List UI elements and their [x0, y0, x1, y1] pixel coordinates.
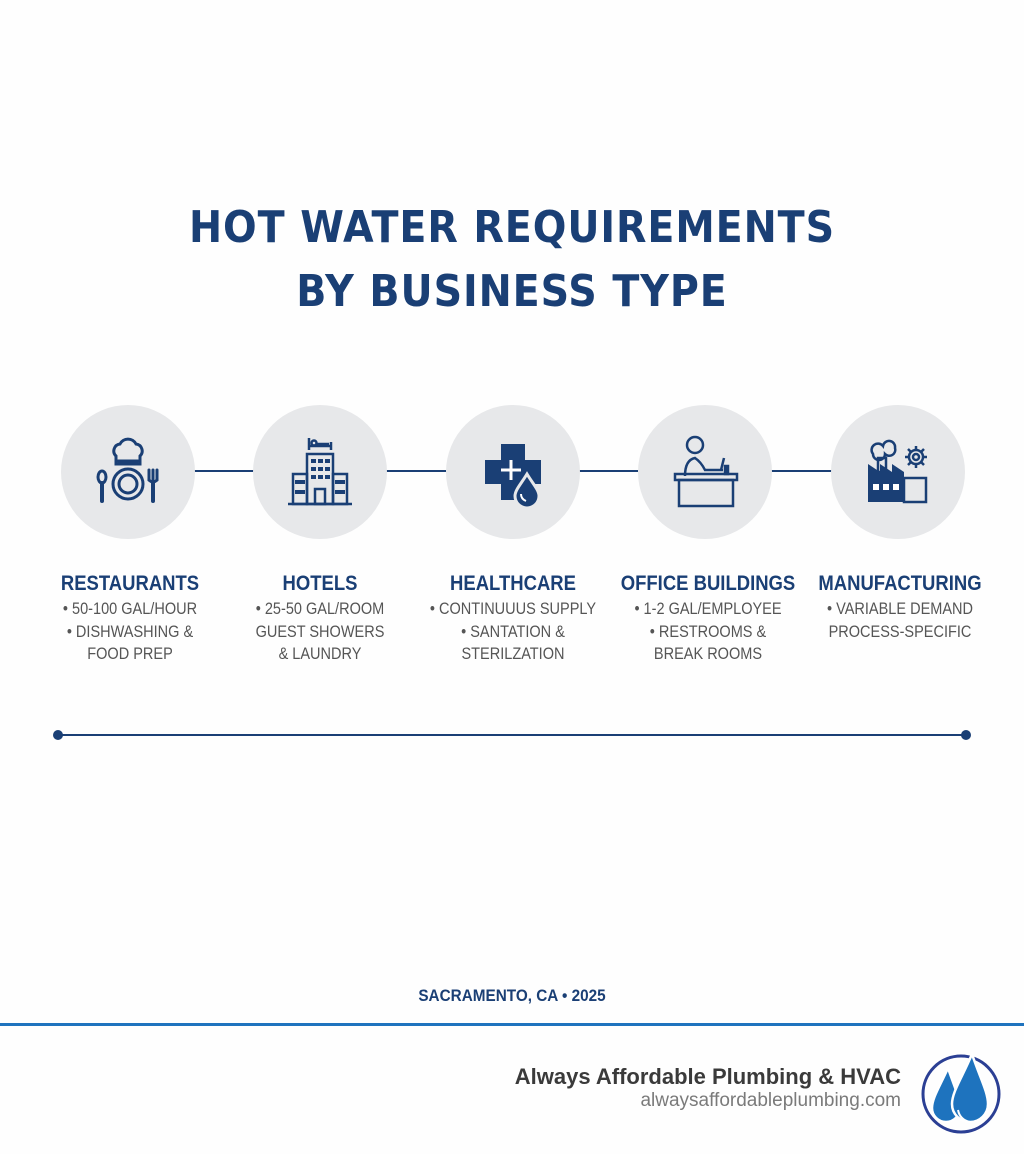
- connector-line: [386, 470, 446, 472]
- category-detail: • 25-50 GAL/ROOM: [255, 600, 385, 618]
- manufacturing-icon-circle: [831, 405, 965, 539]
- category-detail: • 1-2 GAL/EMPLOYEE: [634, 600, 782, 618]
- category-detail: STERILZATION: [461, 645, 565, 663]
- category-title: RESTAURANTS: [60, 572, 200, 595]
- category-detail: PROCESS-SPECIFIC: [828, 622, 972, 641]
- hotel-building-bed-icon: [280, 432, 360, 512]
- factory-gear-icon: [858, 432, 938, 512]
- office-buildings-icon-circle: [638, 405, 772, 539]
- category-title: OFFICE BUILDINGS: [620, 572, 796, 595]
- location-year: SACRAMENTO, CA • 2025: [418, 986, 606, 1005]
- category-detail: • DISHWASHING &: [66, 622, 194, 641]
- category-detail: • 50-100 GAL/HOUR: [62, 600, 198, 618]
- page-title: [51, 196, 973, 324]
- hotels-icon-circle: [253, 405, 387, 539]
- category-detail: • RESTROOMS &: [649, 622, 767, 641]
- category-detail: FOOD PREP: [87, 645, 173, 663]
- category-title: HEALTHCARE: [450, 572, 576, 595]
- restaurants-icon-circle: [61, 405, 195, 539]
- category-detail: • CONTINUUUS SUPPLY: [429, 600, 597, 618]
- category-hotels: [220, 570, 420, 666]
- connector-line: [578, 470, 638, 472]
- company-website[interactable]: alwaysaffordableplumbing.com: [640, 1090, 901, 1111]
- category-detail: • SANTATION &: [461, 622, 565, 641]
- category-restaurants: [30, 570, 230, 666]
- chef-plate-cutlery-icon: [88, 432, 168, 512]
- connector-line: [194, 470, 254, 472]
- office-worker-desk-icon: [665, 432, 745, 512]
- category-detail: • VARIABLE DEMAND: [826, 600, 974, 618]
- healthcare-icon-circle: [446, 405, 580, 539]
- category-manufacturing: [800, 570, 1000, 643]
- category-detail: GUEST SHOWERS: [255, 622, 385, 641]
- title-line-2: BY BUSINESS TYPE: [296, 266, 728, 317]
- timeline-line: [58, 734, 966, 736]
- category-office-buildings: [608, 570, 808, 666]
- timeline-end-dot: [961, 730, 971, 740]
- medical-cross-water-drop-icon: [473, 432, 553, 512]
- footer-divider: [0, 1023, 1024, 1026]
- category-detail: BREAK ROOMS: [653, 645, 763, 663]
- water-drops-logo-icon: [918, 1050, 1004, 1136]
- timeline-start-dot: [53, 730, 63, 740]
- company-name: Always Affordable Plumbing & HVAC: [514, 1064, 901, 1089]
- category-detail: & LAUNDRY: [278, 645, 362, 663]
- connector-line: [770, 470, 832, 472]
- category-healthcare: [413, 570, 613, 666]
- category-title: HOTELS: [282, 572, 358, 595]
- title-line-1: HOT WATER REQUIREMENTS: [188, 202, 836, 253]
- category-title: MANUFACTURING: [818, 572, 982, 595]
